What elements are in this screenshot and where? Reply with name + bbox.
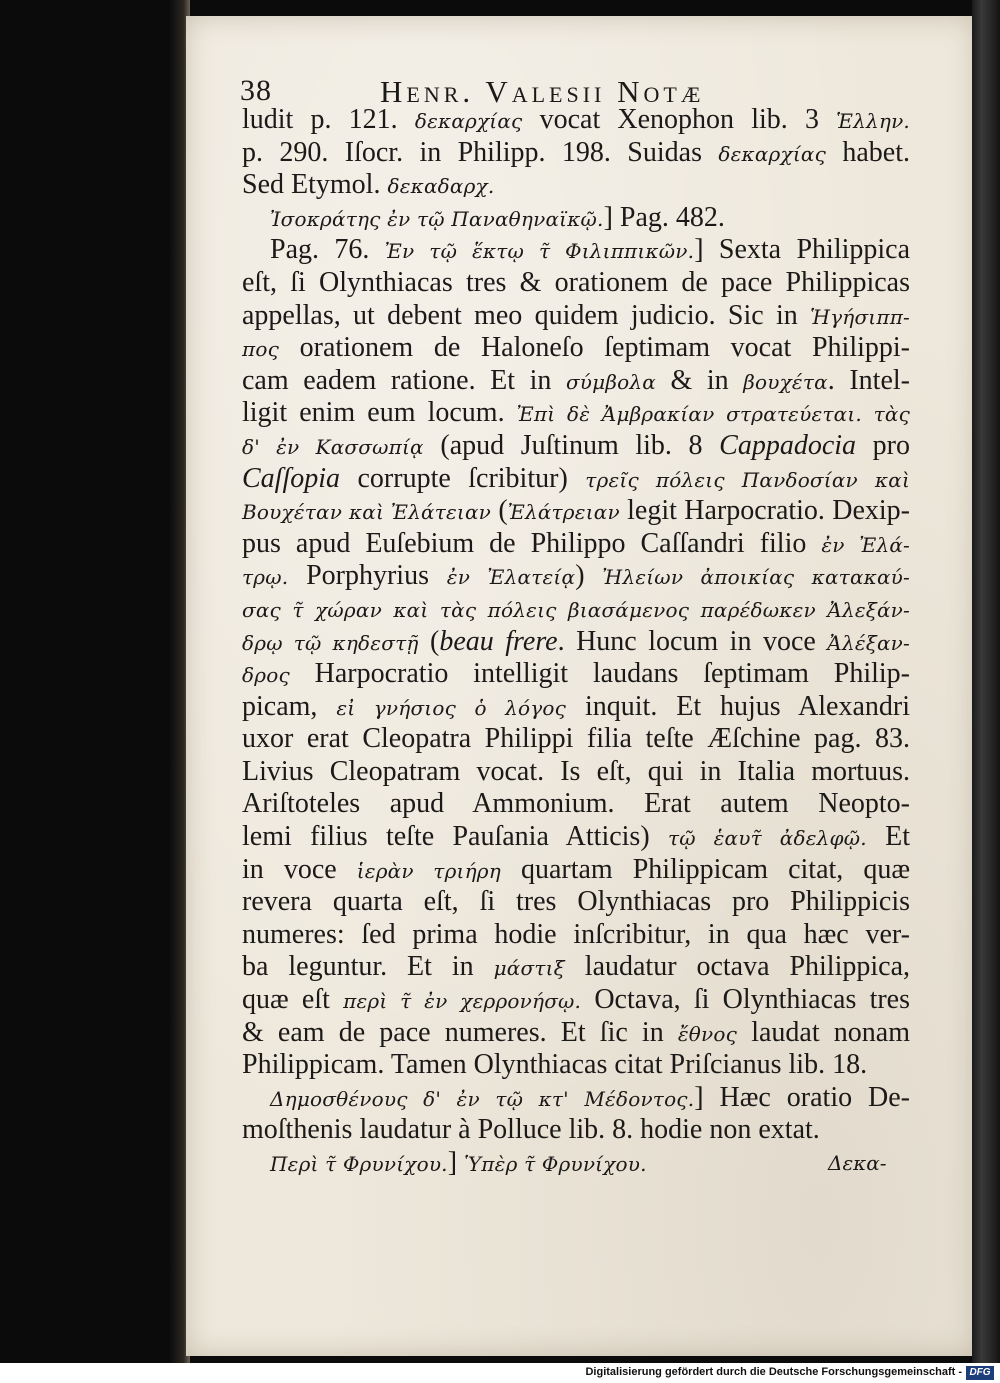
text-line [242,951,910,984]
greek-text: τρεῖς πόλεις Πανδοσίαν καὶ [585,467,910,492]
latin-text: Harpocratio intelligit laudans ſeptimam Philip- [289,658,910,690]
text-line [242,202,910,235]
text-line [242,821,910,854]
latin-text: ] Hæc oratio De- [694,1081,910,1113]
greek-text: δεκαρχίας [414,109,523,133]
latin-text: Pag. 76. [270,234,385,266]
greek-text: πος [242,337,279,362]
latin-text: ) [575,560,603,592]
latin-text: pus apud Euſebium de Philippo Caſſandri filio [242,527,822,559]
latin-text: (apud Juſtinum lib. 8 [423,429,720,461]
latin-text: legit Harpocratio. Dexip- [619,495,911,527]
text-line [242,300,910,333]
greek-text: Περὶ τ̃ Φρυνίχου. [270,1152,448,1176]
text-line [242,756,910,789]
latin-text: lemi filius teſte Pauſania Atticis) [242,821,668,853]
italic-text: Cappadocia [719,429,857,461]
text-line [242,234,910,267]
catchword: Δεκα- [828,1151,887,1175]
latin-text: uxor erat Cleopatra Philippi filia teſte Æſchine pag. 83. [242,723,910,755]
latin-text: corrupte ſcribitur) [340,462,586,494]
text-line [242,560,910,593]
latin-text: inquit. Et hujus Alexandri [566,690,911,722]
latin-text: quartam Philippicam citat, quæ [500,853,910,885]
text-line [242,691,910,724]
latin-text: Porphyrius [288,560,447,592]
text-line [242,528,910,561]
latin-text: Livius Cleopatram vocat. Is eſt, qui in Italia mortuus. [242,755,910,787]
text-line [242,854,910,887]
greek-text: σύμβολα [565,369,656,394]
italic-text: Caſſopia [242,462,341,494]
text-line [242,658,910,691]
italic-text: beau frere [439,625,558,657]
greek-text: Ἡγήσιππ- [810,304,910,329]
greek-text: Ἰσοκράτης ἐν τῷ Παναθηναϊκῷ. [270,206,604,231]
text-line [242,788,910,821]
greek-text: δεκαρχίας [718,141,826,166]
latin-text: orationem de Haloneſo ſeptimam vocat Philippi- [279,332,910,364]
greek-text: τρῳ. [242,565,289,590]
text-line [242,365,910,398]
text-line [242,332,910,365]
latin-text: pro [856,429,911,461]
latin-text: & in [655,364,744,396]
latin-text: p. 290. Iſocr. in Philipp. 198. Suidas [242,136,719,168]
text-line [242,984,910,1017]
latin-text: Et [866,821,910,853]
greek-text: Ἀλέξαν- [827,630,910,655]
greek-text: ἐν Ἐλά- [821,532,911,557]
dfg-logo-icon: DFG [966,1366,994,1380]
greek-text: Ἠλείων ἀποικίας κατακαύ- [602,565,910,590]
greek-text: Ἐν τῷ ἕκτῳ τ̃ Φιλιππικῶν. [384,239,695,264]
greek-text: Ἐλάτρειαν [507,500,620,525]
greek-text: τῷ ἑαυτ̃ ἀδελφῷ. [667,826,867,851]
text-line [242,919,910,952]
latin-text: numeres: ſed prima hodie inſcribitur, in qua hæc ver- [242,918,910,950]
page-edge [972,0,1000,1383]
text-line [242,463,910,496]
greek-text: Δημοσθένους δ' ἐν τῷ κτ' Μέδοντος. [270,1086,695,1111]
text-line [242,495,910,528]
latin-text: Octava, ſi Olynthiacas tres [581,984,910,1016]
greek-text: Ἐπὶ δὲ Ἀμβρακίαν στρατεύεται. τὰς [516,402,910,427]
latin-text: eſt, ſi Olynthiacas tres & orationem de pace Philippicas [242,266,910,298]
greek-text: δρος [242,663,290,688]
text-line [242,137,910,170]
greek-text: δρῳ τῷ κηδεστῇ [242,630,419,655]
text-line [242,1049,910,1082]
latin-text: ] [447,1147,465,1178]
greek-text: σας τ̃ χώραν καὶ τὰς πόλεις βιασάμενος παρέδωκεν Ἀλεξάν- [242,597,910,622]
digitization-credit: Digitalisierung gefördert durch die Deutsche Forschungsgemeinschaft - [585,1366,962,1378]
latin-text: picam, [242,690,337,722]
latin-text: quæ eſt [242,984,344,1016]
text-line [242,723,910,756]
greek-text: Ὑπὲρ τ̃ Φρυνίχου. [464,1152,647,1176]
greek-text: δεκαδαρχ. [387,174,495,199]
greek-text: δ' ἐν Κασσωπίᾳ [242,434,424,459]
text-line [242,1082,910,1115]
latin-text: . Hunc locum in voce [557,625,828,657]
latin-text: habet. [825,136,910,168]
latin-text: ( [418,625,440,657]
latin-text: . Intel- [827,364,910,396]
text-line [242,1017,910,1050]
text-line [242,593,910,626]
latin-text: ludit p. 121. [242,104,415,135]
latin-text: Ariſtoteles apud Ammonium. Erat autem Neopto- [242,788,910,820]
greek-text: Βουχέταν καὶ Ἐλάτειαν [242,500,492,525]
text-line [242,169,910,202]
latin-text: Philippicam. Tamen Olynthiacas citat Priſcianus lib. 18. [242,1049,868,1081]
latin-text: & eam de pace numeres. Et ſic in [242,1016,678,1048]
page-number: 38 [240,74,272,107]
latin-text: Sed Etymol. [242,169,388,201]
text-line [242,1114,910,1147]
greek-text: ἱερὰν τριήρη [356,858,501,883]
latin-text: ( [491,495,508,527]
text-line [242,430,910,463]
text-line [242,886,910,919]
greek-text: ἔθνος [677,1021,738,1046]
latin-text: appellas, ut debent meo quidem judicio. Sic in [242,299,811,331]
latin-text: in voce [242,853,357,885]
text-line [242,267,910,300]
greek-text: εἰ γνήσιος ὁ λόγος [336,695,567,720]
greek-text: περὶ τ̃ ἐν χερρονήσῳ. [343,989,582,1014]
text-line [242,397,910,430]
latin-text: ligit enim eum locum. [242,397,517,429]
greek-text: μάστιξ [493,956,565,981]
running-title: Henr. Valesii Notæ [380,74,705,109]
latin-text: ba leguntur. Et in [242,951,494,983]
latin-text: ] Pag. 482. [603,201,725,233]
latin-text: cam eadem ratione. Et in [242,364,566,396]
latin-text: laudat nonam [737,1016,910,1048]
text-line [242,1147,910,1180]
latin-text: vocat Xenophon lib. 3 [522,104,837,135]
latin-text: ] Sexta Philippica [694,234,911,266]
text-line [242,626,910,659]
body-text [242,104,910,1180]
latin-text: laudatur octava Philippica, [564,951,910,983]
text-line [242,104,910,137]
greek-text: βουχέτα [743,369,828,394]
greek-text: Ἑλλην. [836,109,910,133]
latin-text: revera quarta eſt, ſi tres Olynthiacas pro Philippicis [242,886,910,918]
latin-text: moſthenis laudatur à Polluce lib. 8. hodie non extat. [242,1114,820,1146]
greek-text: ἐν Ἐλατείᾳ [446,565,576,590]
